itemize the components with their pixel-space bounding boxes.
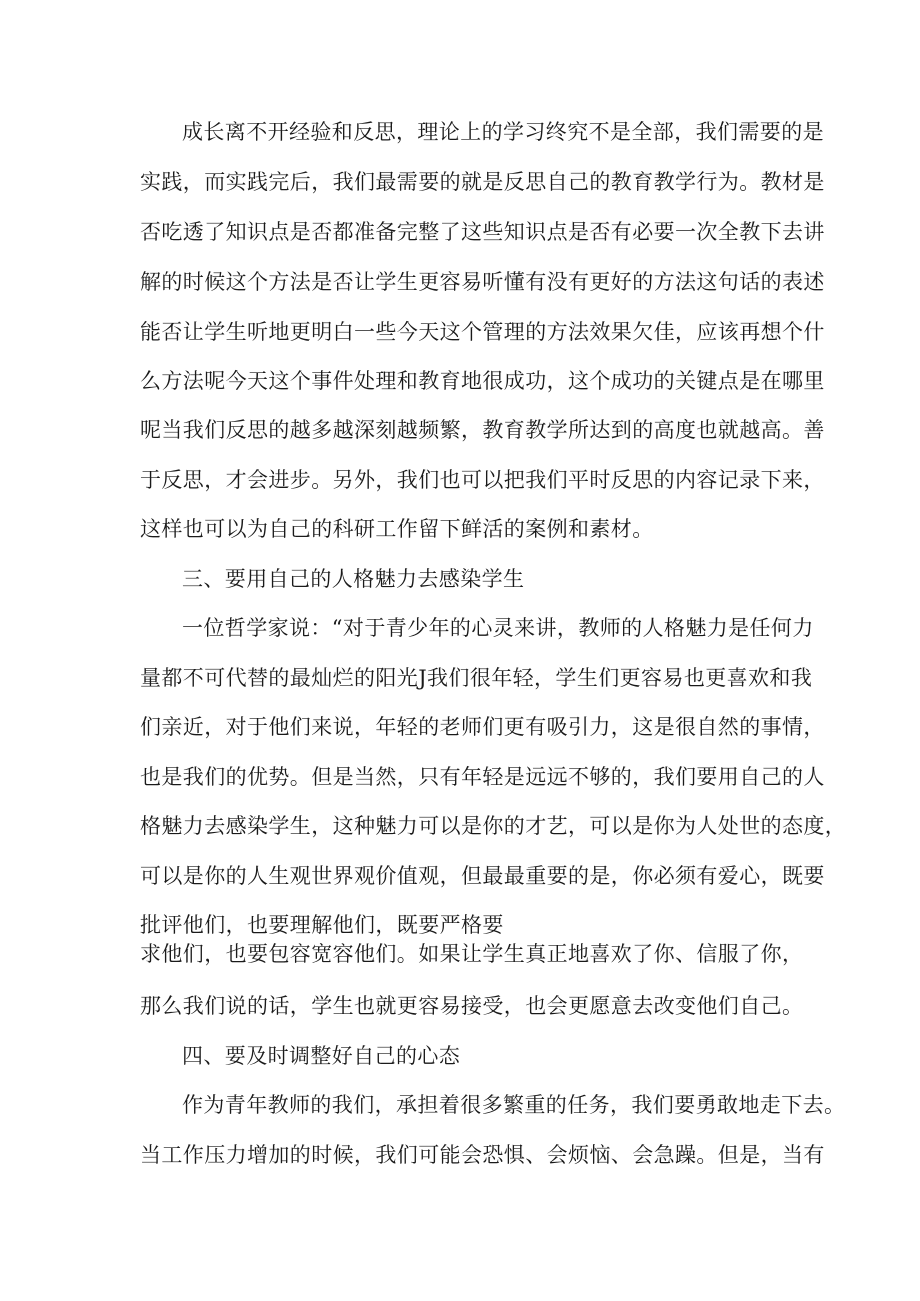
- paragraph-line: 作为青年教师的我们，承担着很多繁重的任务，我们要勇敢地走下去。: [182, 1093, 846, 1117]
- paragraph-line: 否吃透了知识点是否都准备完整了这些知识点是否有必要一次全教下去讲: [140, 220, 825, 244]
- paragraph-line: 们亲近，对于他们来说，年轻的老师们更有吸引力，这是很自然的事情，: [140, 715, 825, 739]
- paragraph-line: 实践，而实践完后，我们最需要的就是反思自己的教育教学行为。教材是: [140, 170, 825, 194]
- paragraph-line: 批评他们，也要理解他们，既要严格要: [140, 913, 504, 937]
- section-heading: 四、要及时调整好自己的心态: [182, 1044, 461, 1068]
- paragraph-line: 成长离不开经验和反思，理论上的学习终究不是全部，我们需要的是: [182, 120, 824, 144]
- paragraph-line: 当工作压力增加的时候，我们可能会恐惧、会烦恼、会急躁。但是，当有: [140, 1143, 825, 1167]
- paragraph-line: 也是我们的优势。但是当然，只有年轻是远远不够的，我们要用自己的人: [140, 765, 825, 789]
- paragraph-line: 量都不可代替的最灿烂的阳光J我们很年轻，学生们更容易也更喜欢和我: [140, 666, 813, 690]
- paragraph-line: 一位哲学家说：“对于青少年的心灵来讲，教师的人格魅力是任何力: [182, 616, 814, 640]
- paragraph-line: 可以是你的人生观世界观价值观，但最最重要的是，你必须有爱心，既要: [140, 864, 825, 888]
- paragraph-line: 解的时候这个方法是否让学生更容易听懂有没有更好的方法这句话的表述: [140, 270, 825, 294]
- paragraph-line: 于反思，才会进步。另外，我们也可以把我们平时反思的内容记录下来，: [140, 468, 825, 492]
- paragraph-line: 求他们，也要包容宽容他们。如果让学生真正地喜欢了你、信服了你，: [140, 942, 804, 966]
- paragraph-line: 能否让学生听地更明白一些今天这个管理的方法效果欠佳，应该再想个什: [140, 320, 825, 344]
- paragraph-line: 那么我们说的话，学生也就更容易接受，也会更愿意去改变他们自己。: [140, 994, 804, 1018]
- paragraph-line: 么方法呢今天这个事件处理和教育地很成功，这个成功的关键点是在哪里: [140, 369, 825, 393]
- paragraph-line: 这样也可以为自己的科研工作留下鲜活的案例和素材。: [140, 517, 654, 541]
- paragraph-line: 呢当我们反思的越多越深刻越频繁，教育教学所达到的高度也就越高。善: [140, 418, 825, 442]
- section-heading: 三、要用自己的人格魅力去感染学生: [182, 567, 525, 591]
- paragraph-line: 格魅力去感染学生，这种魅力可以是你的才艺，可以是你为人处世的态度，: [140, 814, 847, 838]
